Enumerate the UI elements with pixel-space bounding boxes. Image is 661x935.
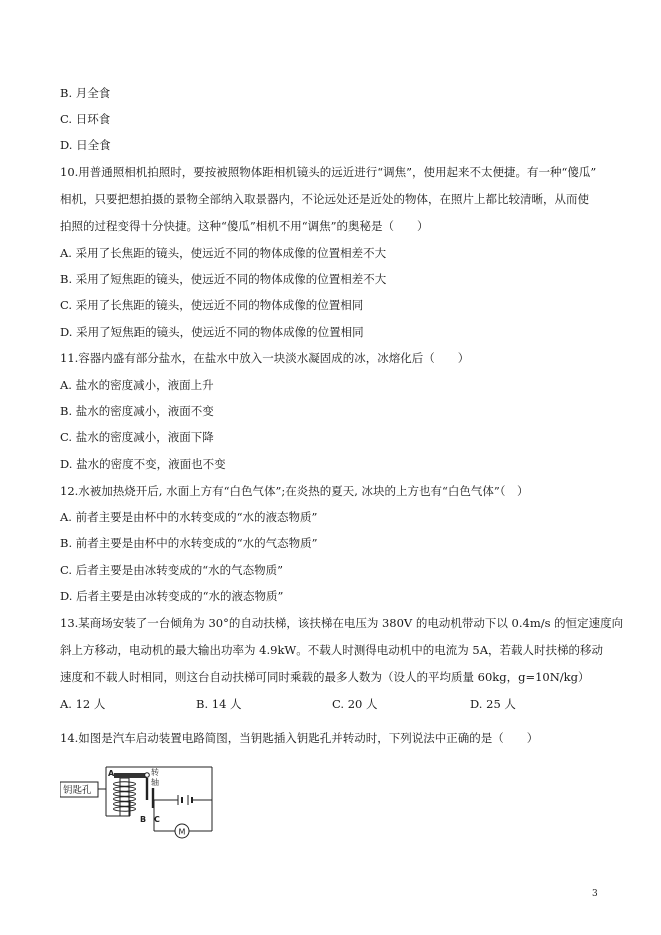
q10-stem-line-3: 拍照的过程变得十分快捷。这种“傻瓜”相机不用“调焦”的奥秘是（ ）	[60, 219, 429, 233]
q13-option-a: A. 12 人	[60, 697, 106, 711]
q13-option-d: D. 25 人	[470, 697, 516, 711]
q12-option-a: A. 前者主要是由杯中的水转变成的“水的液态物质”	[60, 510, 318, 524]
armature-bar	[114, 773, 147, 778]
q12-option-b: B. 前者主要是由杯中的水转变成的“水的气态物质”	[60, 536, 318, 550]
page-number: 3	[592, 889, 598, 899]
label-a: A	[108, 769, 115, 778]
q13-option-b: B. 14 人	[196, 697, 242, 711]
q9-option-c: C. 日环食	[60, 112, 111, 126]
pivot-icon	[145, 773, 150, 778]
circuit-diagram-svg	[60, 758, 220, 844]
q11-stem: 11.容器内盛有部分盐水，在盐水中放入一块淡水凝固成的冰，冰熔化后（ ）	[60, 351, 470, 365]
car-starter-circuit-diagram	[60, 758, 220, 844]
q12-option-d: D. 后者主要是由冰转变成的“水的液态物质”	[60, 589, 284, 603]
q14-stem: 14.如图是汽车启动装置电路简图，当钥匙插入钥匙孔并转动时，下列说法中正确的是（ ）	[60, 731, 539, 745]
q13-stem-line-2: 斜上方移动，电动机的最大输出功率为 4.9kW。不载人时测得电动机中的电流为 5A，若载人时扶梯的移动	[60, 643, 604, 657]
q10-option-b: B. 采用了短焦距的镜头，使远近不同的物体成像的位置相差不大	[60, 272, 387, 286]
label-c: C	[154, 815, 160, 824]
q12-stem: 12.水被加热烧开后, 水面上方有“白色气体”;在炎热的夏天, 冰块的上方也有“白色气体”（ ）	[60, 484, 529, 498]
label-keyhole: 钥匙孔	[63, 785, 92, 796]
label-b: B	[140, 815, 147, 824]
label-pivot-2: 轴	[151, 778, 159, 787]
q9-option-b: B. 月全食	[60, 86, 111, 100]
q11-option-b: B. 盐水的密度减小，液面不变	[60, 404, 214, 418]
q10-option-c: C. 采用了长焦距的镜头，使远近不同的物体成像的位置相同	[60, 298, 364, 312]
q9-option-d: D. 日全食	[60, 138, 111, 152]
q13-stem-line-1: 13.某商场安装了一台倾角为 30°的自动扶梯，该扶梯在电压为 380V 的电动机带动下以 0.4m/s 的恒定速度向	[60, 616, 624, 630]
q10-option-d: D. 采用了短焦距的镜头，使远近不同的物体成像的位置相同	[60, 325, 364, 339]
q10-option-a: A. 采用了长焦距的镜头，使远近不同的物体成像的位置相差不大	[60, 246, 387, 260]
label-pivot-1: 转	[151, 768, 159, 777]
q11-option-c: C. 盐水的密度减小，液面下降	[60, 430, 214, 444]
q13-options	[60, 696, 560, 710]
q12-option-c: C. 后者主要是由冰转变成的“水的气态物质”	[60, 563, 283, 577]
q11-option-a: A. 盐水的密度减小，液面上升	[60, 378, 214, 392]
q10-stem-line-2: 相机，只要把想拍摄的景物全部纳入取景器内，不论远处还是近处的物体，在照片上都比较清晰，从而使	[60, 192, 589, 206]
q11-option-d: D. 盐水的密度不变，液面也不变	[60, 457, 226, 471]
q10-stem-line-1: 10.用普通照相机拍照时，要按被照物体距相机镜头的远近进行“调焦”，使用起来不太便捷。有一种“傻瓜”	[60, 165, 597, 179]
q13-option-c: C. 20 人	[332, 697, 378, 711]
label-motor: M	[178, 827, 186, 837]
q13-stem-line-3: 速度和不载人时相同，则这台自动扶梯可同时乘载的最多人数为（设人的平均质量 60kg，g=10N/kg）	[60, 670, 590, 684]
